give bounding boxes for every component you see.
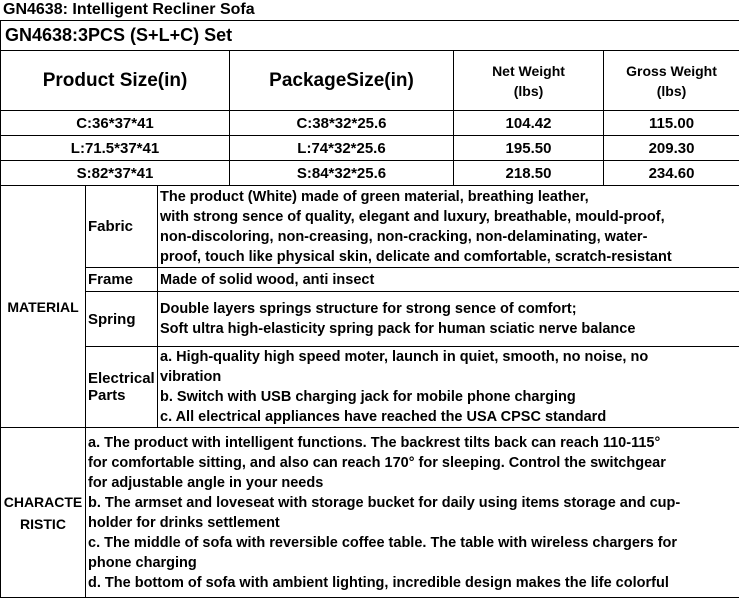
material-label: MATERIAL — [1, 186, 86, 428]
characteristic-label-line: CHARACTE — [3, 493, 83, 510]
characteristic-label-line: RISTIC — [20, 515, 66, 532]
material-electrical-row — [1, 347, 739, 428]
electrical-label — [86, 347, 158, 428]
fabric-label: Fabric — [86, 186, 158, 268]
table-row — [1, 136, 739, 161]
material-fabric-row — [1, 186, 739, 268]
characteristic-line: d. The bottom of sofa with ambient lighting, incredible design makes the life colorful — [88, 574, 669, 591]
frame-label: Frame — [86, 268, 158, 292]
material-frame-row — [1, 268, 739, 292]
package-size-cell: C:38*32*25.6 — [230, 111, 454, 136]
spring-description — [158, 292, 739, 347]
electrical-label-line: Parts — [88, 387, 126, 404]
characteristic-row — [1, 428, 739, 598]
package-size-cell: L:74*32*25.6 — [230, 136, 454, 161]
package-size-cell: S:84*32*25.6 — [230, 161, 454, 186]
fabric-line: proof, touch like physical skin, delicate and comfortable, scratch-resistant — [160, 248, 672, 265]
frame-line: Made of solid wood, anti insect — [160, 271, 375, 288]
characteristic-line: for comfortable sitting, and also can reach 170° for sleeping. Control the switchgear — [88, 454, 666, 471]
product-size-cell: L:71.5*37*41 — [1, 136, 230, 161]
spring-label: Spring — [86, 292, 158, 347]
table-row — [1, 111, 739, 136]
document-caption: GN4638: Intelligent Recliner Sofa — [3, 1, 255, 18]
electrical-line: c. All electrical appliances have reached the USA CPSC standard — [160, 409, 607, 425]
electrical-line: a. High-quality high speed moter, launch in quiet, smooth, no noise, no — [160, 349, 649, 365]
product-size-header: Product Size(in) — [1, 51, 230, 111]
net-weight-header — [454, 51, 604, 111]
characteristic-line: b. The armset and loveseat with storage bucket for daily using items storage and cup- — [88, 494, 681, 511]
product-size-cell: C:36*37*41 — [1, 111, 230, 136]
net-weight-header-line: Net Weight — [492, 62, 565, 79]
net-weight-header-unit: (lbs) — [513, 82, 544, 99]
electrical-label-line: Electrical — [88, 370, 155, 387]
gross-weight-cell: 209.30 — [604, 136, 739, 161]
electrical-line: vibration — [160, 369, 222, 385]
spring-line: Soft ultra high-elasticity spring pack for human sciatic nerve balance — [160, 321, 636, 337]
fabric-description — [158, 186, 739, 268]
net-weight-cell: 218.50 — [454, 161, 604, 186]
gross-weight-header-line: Gross Weight — [626, 62, 717, 79]
material-spring-row — [1, 292, 739, 347]
characteristic-line: holder for drinks settlement — [88, 514, 280, 531]
package-size-header: PackageSize(in) — [230, 51, 454, 111]
set-title: GN4638:3PCS (S+L+C) Set — [1, 21, 739, 51]
characteristic-line: a. The product with intelligent functions. The backrest tilts back can reach 110-115° — [88, 434, 661, 451]
fabric-line: The product (White) made of green material, breathing leather, — [160, 188, 589, 205]
electrical-line: b. Switch with USB charging jack for mobile phone charging — [160, 389, 576, 405]
table-row — [1, 161, 739, 186]
characteristic-label — [1, 428, 86, 598]
characteristic-line: for adjustable angle in your needs — [88, 474, 324, 491]
characteristic-line: phone charging — [88, 554, 197, 571]
gross-weight-header — [604, 51, 739, 111]
set-title-row — [1, 21, 739, 51]
fabric-line: with strong sence of quality, elegant and luxury, breathable, mould-proof, — [160, 208, 665, 225]
characteristic-line: c. The middle of sofa with reversible coffee table. The table with wireless chargers for — [88, 534, 678, 551]
spring-line: Double layers springs structure for strong sence of comfort; — [160, 301, 577, 317]
net-weight-cell: 104.42 — [454, 111, 604, 136]
product-size-cell: S:82*37*41 — [1, 161, 230, 186]
gross-weight-cell: 115.00 — [604, 111, 739, 136]
characteristic-description — [86, 428, 739, 598]
electrical-description — [158, 347, 739, 428]
net-weight-cell: 195.50 — [454, 136, 604, 161]
fabric-line: non-discoloring, non-creasing, non-cracking, non-delaminating, water- — [160, 228, 648, 245]
frame-description — [158, 268, 739, 292]
spec-table — [0, 20, 739, 598]
header-row — [1, 51, 739, 111]
gross-weight-cell: 234.60 — [604, 161, 739, 186]
gross-weight-header-unit: (lbs) — [656, 82, 687, 99]
